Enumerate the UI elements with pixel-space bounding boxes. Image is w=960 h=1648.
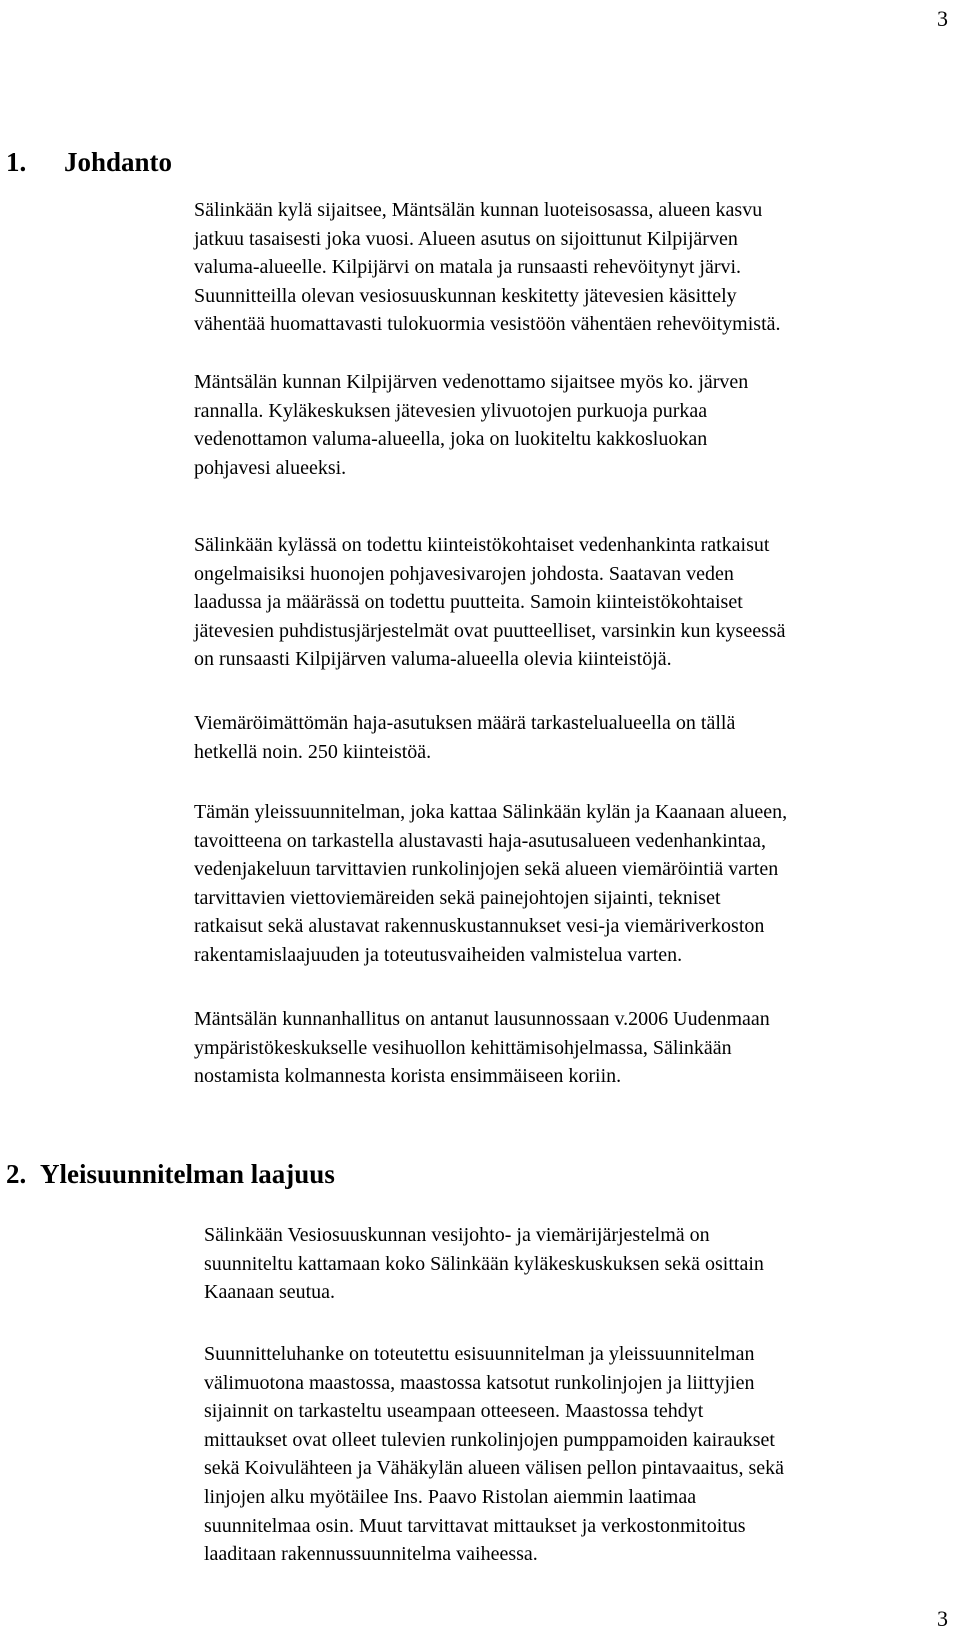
section-1-paragraph-2 <box>194 368 748 482</box>
section-2-title: Yleisuunnitelman laajuus <box>40 1159 335 1189</box>
text-line: vedenjakeluun tarvittavien runkolinjojen sekä alueen viemäröintiä varten <box>194 858 779 881</box>
section-1-paragraph-5 <box>194 798 787 970</box>
section-1-paragraph-1 <box>194 196 781 339</box>
text-line: Mäntsälän kunnan Kilpijärven vedenottamo sijaitsee myös ko. järven <box>194 371 749 393</box>
text-line: Suunnitteilla olevan vesiosuuskunnan keskitetty jätevesien käsittely <box>194 284 737 307</box>
text-line: linjojen alku myötäilee Ins. Paavo Ristolan aiemmin laatimaa <box>204 1485 697 1508</box>
section-1-heading <box>6 146 172 178</box>
page-number-bottom: 3 <box>937 1606 948 1631</box>
section-2-heading <box>6 1158 335 1190</box>
text-line: suunnitelmaa osin. Muut tarvittavat mittaukset ja verkostonmitoitus <box>204 1514 746 1537</box>
section-2-paragraph-1 <box>204 1221 764 1307</box>
text-line: Sälinkään kylä sijaitsee, Mäntsälän kunnan luoteisosassa, alueen kasvu <box>194 199 763 221</box>
text-line: sekä Koivulähteen ja Vähäkylän alueen välisen pellon pintavaaitus, sekä <box>204 1457 784 1480</box>
text-line: on runsaasti Kilpijärven valuma-alueella olevia kiinteistöjä. <box>194 648 672 671</box>
text-line: Viemäröimättömän haja-asutuksen määrä tarkastelualueella on tällä <box>194 712 736 734</box>
text-line: tavoitteena on tarkastella alustavasti haja-asutusalueen vedenhankintaa, <box>194 829 766 852</box>
section-1-paragraph-3 <box>194 531 786 674</box>
text-line: laaditaan rakennussuunnitelma vaiheessa. <box>204 1543 538 1566</box>
text-line: jatkuu tasaisesti joka vuosi. Alueen asutus on sijoittunut Kilpijärven <box>194 227 738 250</box>
text-line: Suunnitteluhanke on toteutettu esisuunnitelman ja yleissuunnitelman <box>204 1343 755 1365</box>
text-line: Sälinkään kylässä on todettu kiinteistökohtaiset vedenhankinta ratkaisut <box>194 534 770 556</box>
text-line: Mäntsälän kunnanhallitus on antanut lausunnossaan v.2006 Uudenmaan <box>194 1008 770 1030</box>
text-line: pohjavesi alueeksi. <box>194 456 347 479</box>
text-line: rannalla. Kyläkeskuksen jätevesien ylivuotojen purkuoja purkaa <box>194 399 708 422</box>
text-line: rakentamislaajuuden ja toteutusvaiheiden valmistelua varten. <box>194 943 683 966</box>
text-line: hetkellä noin. 250 kiinteistöä. <box>194 740 432 763</box>
text-line: välimuotona maastossa, maastossa katsotut runkolinjojen ja liittyjien <box>204 1371 755 1394</box>
text-line: Tämän yleissuunnitelman, joka kattaa Sälinkään kylän ja Kaanaan alueen, <box>194 801 788 823</box>
text-line: ongelmaisiksi huonojen pohjavesivarojen johdosta. Saatavan veden <box>194 562 734 585</box>
text-line: jätevesien puhdistusjärjestelmät ovat puutteelliset, varsinkin kun kyseessä <box>194 619 786 642</box>
section-1-paragraph-4 <box>194 709 735 766</box>
text-line: vähentää huomattavasti tulokuormia vesistöön vähentäen rehevöitymistä. <box>194 313 781 336</box>
text-line: sijainnit on tarkasteltu useampaan otteeseen. Maastossa tehdyt <box>204 1400 704 1423</box>
text-line: suunniteltu kattamaan koko Sälinkään kyläkeskuskuksen sekä osittain <box>204 1252 764 1275</box>
section-1-paragraph-6 <box>194 1005 770 1091</box>
text-line: nostamista kolmannesta korista ensimmäiseen koriin. <box>194 1065 622 1088</box>
text-line: valuma-alueelle. Kilpijärvi on matala ja runsaasti rehevöitynyt järvi. <box>194 256 742 279</box>
page-number-top: 3 <box>937 6 948 31</box>
text-line: laadussa ja määrässä on todettu puutteita. Samoin kiinteistökohtaiset <box>194 591 743 614</box>
text-line: ratkaisut sekä alustavat rakennuskustannukset vesi-ja viemäriverkoston <box>194 915 765 938</box>
text-line: mittaukset ovat olleet tulevien runkolinjojen pumppamoiden kairaukset <box>204 1428 775 1451</box>
text-line: ympäristökeskukselle vesihuollon kehittämisohjelmassa, Sälinkään <box>194 1036 732 1059</box>
section-2-number: 2. <box>6 1159 27 1189</box>
section-1-number: 1. <box>6 147 27 177</box>
section-1-title: Johdanto <box>64 147 173 177</box>
text-line: vedenottamon valuma-alueella, joka on luokiteltu kakkosluokan <box>194 428 708 451</box>
text-line: tarvittavien viettoviemäreiden sekä painejohtojen sijainti, tekniset <box>194 886 721 909</box>
text-line: Sälinkään Vesiosuuskunnan vesijohto- ja viemärijärjestelmä on <box>204 1224 710 1246</box>
section-2-paragraph-2 <box>204 1340 784 1569</box>
text-line: Kaanaan seutua. <box>204 1281 336 1304</box>
